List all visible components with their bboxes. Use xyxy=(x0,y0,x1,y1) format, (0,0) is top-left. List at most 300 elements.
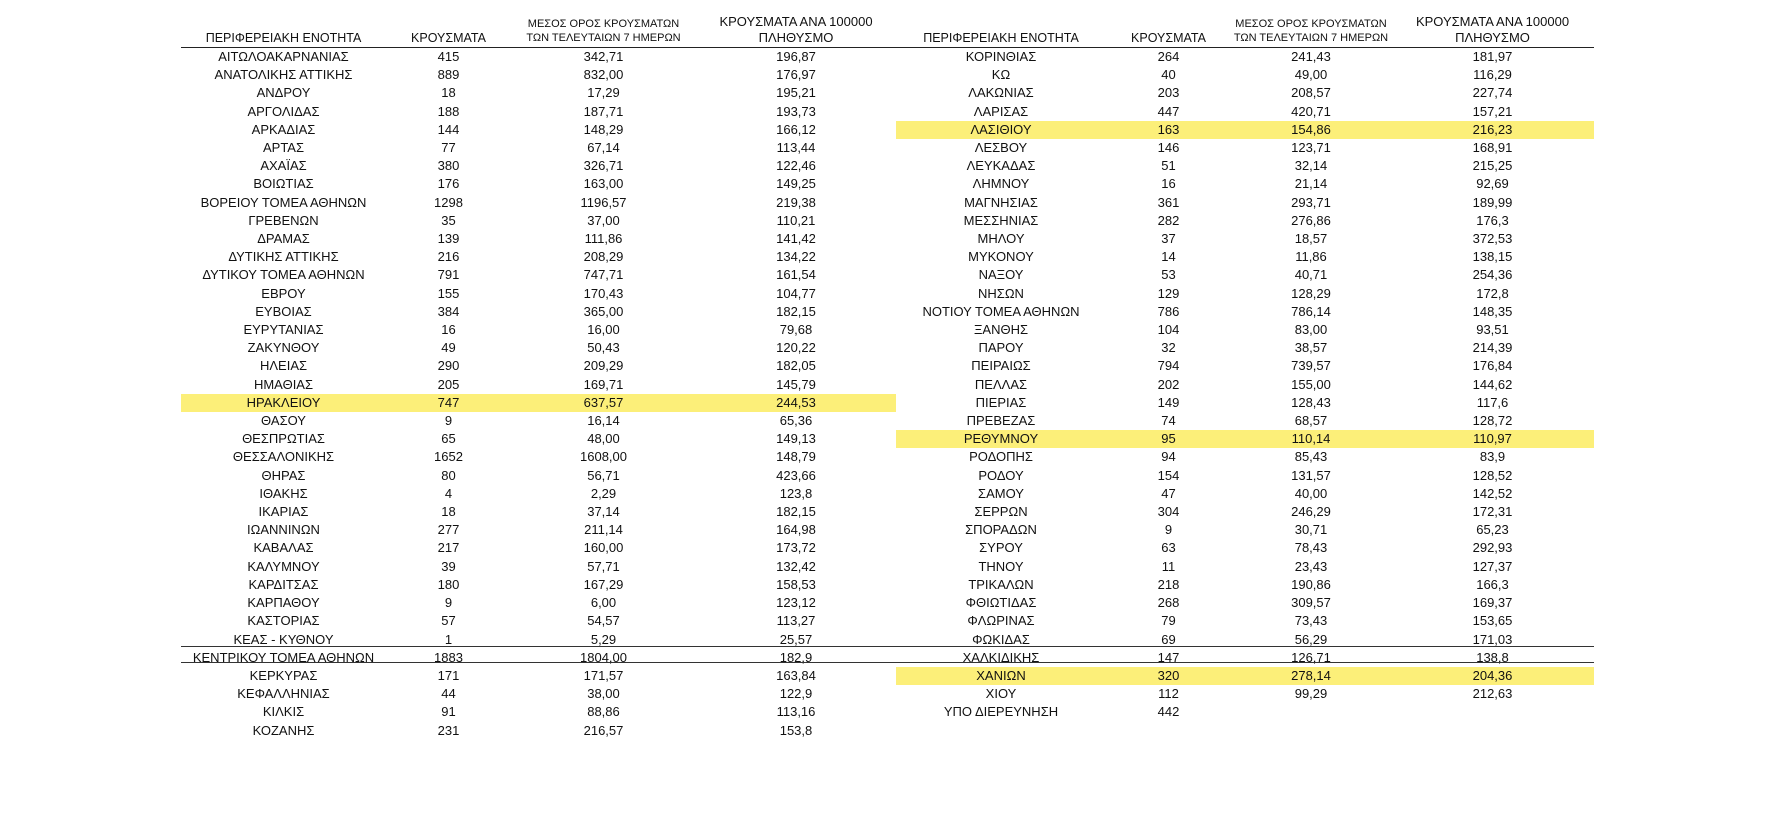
right-region-cell: ΠΕΙΡΑΙΩΣ xyxy=(971,358,1031,374)
table-row xyxy=(181,66,1594,84)
right-per100k-cell: 138,15 xyxy=(1472,249,1513,265)
left-region-cell: ΗΛΕΙΑΣ xyxy=(259,358,308,374)
left-avg7-cell: 170,43 xyxy=(583,285,624,301)
right-cases-cell: 154 xyxy=(1157,467,1180,483)
header-cases-right: ΚΡΟΥΣΜΑΤΑ xyxy=(1106,14,1231,48)
right-per100k-cell xyxy=(1391,703,1594,721)
right-region-cell: ΛΑΣΙΘΙΟΥ xyxy=(896,121,1106,139)
left-per100k-cell: 104,77 xyxy=(776,285,816,301)
left-per100k-cell: 120,22 xyxy=(776,340,816,356)
left-region-cell: ΔΥΤΙΚΗΣ ΑΤΤΙΚΗΣ xyxy=(228,249,339,265)
table-row xyxy=(181,503,1594,521)
left-region-cell: ΚΑΛΥΜΝΟΥ xyxy=(247,558,320,574)
right-avg7-cell: 293,71 xyxy=(1291,194,1331,210)
left-per100k-cell: 166,12 xyxy=(776,121,816,137)
left-region-cell: ΑΙΤΩΛΟΑΚΑΡΝΑΝΙΑΣ xyxy=(218,49,349,64)
right-region-cell: ΜΕΣΣΗΝΙΑΣ xyxy=(963,212,1039,228)
left-avg7-cell: 57,71 xyxy=(587,558,620,574)
left-cases-cell: 49 xyxy=(441,340,456,356)
left-cases-cell: 290 xyxy=(437,358,460,374)
right-cases-cell: 16 xyxy=(1161,176,1176,192)
right-region-cell: ΝΗΣΩΝ xyxy=(978,285,1024,301)
right-region-cell: ΛΑΡΙΣΑΣ xyxy=(973,103,1029,119)
table-row xyxy=(181,722,1594,740)
left-region-cell: ΕΥΒΟΙΑΣ xyxy=(255,303,312,319)
right-per100k-cell: 144,62 xyxy=(1472,376,1513,392)
right-cases-cell: 163 xyxy=(1106,121,1231,139)
right-per100k-cell: 153,65 xyxy=(1472,613,1513,629)
right-per100k-cell: 148,35 xyxy=(1472,303,1513,319)
left-avg7-cell: 37,00 xyxy=(587,212,620,228)
left-avg7-cell: 187,71 xyxy=(583,103,624,119)
table-row xyxy=(181,285,1594,303)
right-per100k-cell: 127,37 xyxy=(1472,558,1513,574)
right-avg7-cell: 131,57 xyxy=(1291,467,1331,483)
left-avg7-cell: 148,29 xyxy=(583,121,624,137)
left-region-cell: ΚΑΡΠΑΘΟΥ xyxy=(247,595,320,611)
right-region-cell: ΜΗΛΟΥ xyxy=(977,231,1025,247)
left-region-cell: ΚΑΣΤΟΡΙΑΣ xyxy=(247,613,320,629)
right-avg7-cell: 126,71 xyxy=(1291,649,1331,665)
header-region-left: ΠΕΡΙΦΕΡΕΙΑΚΗ ΕΝΟΤΗΤΑ xyxy=(181,14,386,48)
header-avg7-line1: ΜΕΣΟΣ ΟΡΟΣ ΚΡΟΥΣΜΑΤΩΝ xyxy=(1235,18,1387,30)
right-region-cell: ΧΙΟΥ xyxy=(985,686,1017,702)
right-cases-cell: 147 xyxy=(1157,649,1180,665)
left-region-cell: ΚΕΦΑΛΛΗΝΙΑΣ xyxy=(237,686,330,702)
right-cases-cell: 442 xyxy=(1157,704,1180,720)
table-row xyxy=(181,685,1594,703)
right-per100k-cell: 83,9 xyxy=(1479,449,1506,465)
left-region-cell: ΑΝΔΡΟΥ xyxy=(256,85,311,101)
left-region-cell: ΔΥΤΙΚΟΥ ΤΟΜΕΑ ΑΘΗΝΩΝ xyxy=(202,267,365,283)
right-per100k-cell: 176,3 xyxy=(1476,212,1509,228)
left-cases-cell: 1883 xyxy=(434,649,463,665)
left-avg7-cell: 365,00 xyxy=(583,303,624,319)
right-cases-cell: 51 xyxy=(1161,158,1176,174)
right-avg7-cell: 68,57 xyxy=(1294,413,1328,429)
left-cases-cell: 39 xyxy=(441,558,456,574)
left-avg7-cell: 832,00 xyxy=(583,67,624,83)
left-per100k-cell: 182,15 xyxy=(776,504,816,520)
right-cases-cell: 149 xyxy=(1157,394,1180,410)
right-avg7-cell: 78,43 xyxy=(1294,540,1328,556)
left-cases-cell: 4 xyxy=(444,485,453,501)
left-avg7-cell: 171,57 xyxy=(583,667,624,683)
table-row xyxy=(181,485,1594,503)
left-cases-cell: 380 xyxy=(437,158,460,174)
right-avg7-cell: 128,29 xyxy=(1291,285,1331,301)
right-avg7-cell: 309,57 xyxy=(1291,595,1331,611)
left-per100k-cell: 176,97 xyxy=(776,67,816,83)
right-region-cell: ΦΛΩΡΙΝΑΣ xyxy=(967,613,1035,629)
left-per100k-cell: 134,22 xyxy=(776,249,816,265)
left-per100k-cell: 153,8 xyxy=(779,722,813,738)
left-per100k-cell: 122,46 xyxy=(776,158,816,174)
left-cases-cell: 1 xyxy=(444,631,453,647)
table-row xyxy=(181,594,1594,612)
right-cases-cell: 9 xyxy=(1164,522,1173,538)
right-avg7-cell: 420,71 xyxy=(1291,103,1331,119)
left-per100k-cell: 123,8 xyxy=(779,485,813,501)
table-row xyxy=(181,667,1594,685)
table-row xyxy=(181,84,1594,102)
left-avg7-cell: 747,71 xyxy=(583,267,624,283)
right-per100k-cell: 110,97 xyxy=(1391,430,1594,448)
left-per100k-cell: 161,54 xyxy=(776,267,816,283)
right-avg7-cell: 18,57 xyxy=(1294,231,1328,247)
right-cases-cell: 304 xyxy=(1157,504,1180,520)
right-cases-cell: 203 xyxy=(1157,85,1180,101)
right-region-cell: ΠΕΛΛΑΣ xyxy=(974,376,1028,392)
right-per100k-cell: 214,39 xyxy=(1472,340,1513,356)
left-per100k-cell: 113,44 xyxy=(776,140,816,156)
left-cases-cell: 57 xyxy=(441,613,456,629)
table-row xyxy=(181,558,1594,576)
right-per100k-cell: 254,36 xyxy=(1472,267,1513,283)
table-row xyxy=(181,212,1594,230)
right-cases-cell: 320 xyxy=(1106,667,1231,685)
left-avg7-cell: 160,00 xyxy=(583,540,624,556)
left-avg7-cell: 16,00 xyxy=(587,322,620,338)
left-per100k-cell: 149,25 xyxy=(776,176,816,192)
table-row xyxy=(181,448,1594,466)
right-avg7-cell xyxy=(1231,722,1391,740)
left-cases-cell: 155 xyxy=(437,285,460,301)
right-region-cell: ΣΠΟΡΑΔΩΝ xyxy=(965,522,1037,538)
right-avg7-cell: 11,86 xyxy=(1295,249,1327,265)
left-region-cell: ΘΕΣΣΑΛΟΝΙΚΗΣ xyxy=(232,449,335,465)
header-per100k-right xyxy=(1391,14,1594,48)
right-cases-cell: 95 xyxy=(1106,430,1231,448)
left-cases-cell: 747 xyxy=(386,394,511,412)
left-avg7-cell: 216,57 xyxy=(583,722,624,738)
left-cases-cell: 9 xyxy=(444,595,453,611)
right-avg7-cell: 155,00 xyxy=(1291,376,1331,392)
right-region-cell: ΣΑΜΟΥ xyxy=(978,485,1024,501)
header-per100k-left xyxy=(696,14,896,48)
left-per100k-cell: 122,9 xyxy=(779,686,813,702)
right-cases-cell: 268 xyxy=(1157,595,1180,611)
left-cases-cell: 18 xyxy=(441,504,456,520)
left-avg7-cell: 50,43 xyxy=(587,340,620,356)
right-avg7-cell: 278,14 xyxy=(1231,667,1391,685)
left-avg7-cell: 48,00 xyxy=(587,431,620,447)
right-avg7-cell: 739,57 xyxy=(1291,358,1331,374)
left-cases-cell: 80 xyxy=(441,467,456,483)
right-per100k-cell: 168,91 xyxy=(1472,140,1513,156)
bottom-rule-bottom xyxy=(181,662,1594,663)
left-avg7-cell: 6,00 xyxy=(590,595,617,611)
left-per100k-cell: 149,13 xyxy=(776,431,816,447)
right-avg7-cell: 128,43 xyxy=(1291,394,1331,410)
left-per100k-cell: 113,16 xyxy=(776,704,816,720)
left-per100k-cell: 244,53 xyxy=(696,394,896,412)
right-region-cell: ΞΑΝΘΗΣ xyxy=(973,322,1029,338)
right-per100k-cell: 117,6 xyxy=(1476,394,1509,410)
right-avg7-cell: 40,71 xyxy=(1294,267,1328,283)
table-row xyxy=(181,412,1594,430)
left-per100k-cell: 423,66 xyxy=(776,467,816,483)
left-per100k-cell: 182,9 xyxy=(779,649,813,665)
right-region-cell xyxy=(896,722,1106,740)
table-row xyxy=(181,612,1594,630)
right-per100k-cell: 372,53 xyxy=(1472,231,1513,247)
right-cases-cell xyxy=(1106,722,1231,740)
left-per100k-cell: 182,15 xyxy=(776,303,816,319)
left-avg7-cell: 54,57 xyxy=(587,613,620,629)
left-cases-cell: 384 xyxy=(437,303,460,319)
right-region-cell: ΡΕΘΥΜΝΟΥ xyxy=(896,430,1106,448)
right-avg7-cell: 123,71 xyxy=(1291,140,1331,156)
left-avg7-cell: 17,29 xyxy=(587,85,620,101)
left-cases-cell: 35 xyxy=(441,212,456,228)
right-per100k-cell: 181,97 xyxy=(1472,49,1513,64)
left-per100k-cell: 132,42 xyxy=(776,558,816,574)
table-row xyxy=(181,103,1594,121)
right-avg7-cell: 190,86 xyxy=(1291,576,1331,592)
right-cases-cell: 786 xyxy=(1157,303,1180,319)
left-region-cell: ΓΡΕΒΕΝΩΝ xyxy=(248,212,319,228)
right-cases-cell: 794 xyxy=(1157,358,1180,374)
right-region-cell: ΠΙΕΡΙΑΣ xyxy=(975,394,1027,410)
right-per100k-cell: 116,29 xyxy=(1473,67,1512,83)
left-cases-cell: 217 xyxy=(437,540,460,556)
table-row xyxy=(181,430,1594,448)
left-per100k-cell: 193,73 xyxy=(776,103,816,119)
table-row xyxy=(181,321,1594,339)
right-cases-cell: 146 xyxy=(1157,140,1180,156)
left-per100k-cell: 219,38 xyxy=(776,194,816,210)
right-per100k-cell: 65,23 xyxy=(1476,522,1509,538)
left-avg7-cell: 167,29 xyxy=(583,576,624,592)
right-avg7-cell xyxy=(1231,703,1391,721)
table-row xyxy=(181,703,1594,721)
left-region-cell: ΕΒΡΟΥ xyxy=(261,285,306,301)
left-region-cell: ΑΡΓΟΛΙΔΑΣ xyxy=(247,103,320,119)
right-region-cell: ΜΥΚΟΝΟΥ xyxy=(968,249,1034,265)
left-cases-cell: 77 xyxy=(441,140,456,156)
right-region-cell: ΜΑΓΝΗΣΙΑΣ xyxy=(964,194,1038,210)
left-cases-cell: 144 xyxy=(437,121,460,137)
right-per100k-cell: 169,37 xyxy=(1472,595,1513,611)
left-cases-cell: 171 xyxy=(437,667,460,683)
left-cases-cell: 1652 xyxy=(434,449,463,465)
left-region-cell: ΙΘΑΚΗΣ xyxy=(259,485,308,501)
left-cases-cell: 188 xyxy=(437,103,460,119)
table-row xyxy=(181,48,1594,67)
left-per100k-cell: 145,79 xyxy=(776,376,816,392)
right-per100k-cell: 128,52 xyxy=(1472,467,1513,483)
left-avg7-cell: 163,00 xyxy=(583,176,624,192)
header-region-right: ΠΕΡΙΦΕΡΕΙΑΚΗ ΕΝΟΤΗΤΑ xyxy=(896,14,1106,48)
right-region-cell: ΧΑΛΚΙΔΙΚΗΣ xyxy=(962,649,1040,665)
left-cases-cell: 889 xyxy=(437,67,460,83)
right-region-cell: ΡΟΔΟΠΗΣ xyxy=(969,449,1033,465)
table-row xyxy=(181,394,1594,412)
left-avg7-cell: 37,14 xyxy=(587,504,620,520)
left-avg7-cell: 88,86 xyxy=(587,704,620,720)
left-region-cell: ΚΕΑΣ - ΚΥΘΝΟΥ xyxy=(233,631,334,647)
header-avg7-line2: ΤΩΝ ΤΕΛΕΥΤΑΙΩΝ 7 ΗΜΕΡΩΝ xyxy=(1233,32,1389,44)
right-avg7-cell: 40,00 xyxy=(1294,485,1328,501)
right-per100k-cell xyxy=(1391,722,1594,740)
table-row xyxy=(181,376,1594,394)
right-region-cell: ΤΡΙΚΑΛΩΝ xyxy=(968,576,1034,592)
right-region-cell: ΧΑΝΙΩΝ xyxy=(896,667,1106,685)
left-region-cell: ΑΡΚΑΔΙΑΣ xyxy=(251,121,316,137)
left-region-cell: ΘΗΡΑΣ xyxy=(261,467,306,483)
left-avg7-cell: 208,29 xyxy=(583,249,624,265)
right-region-cell: ΣΥΡΟΥ xyxy=(979,540,1023,556)
right-avg7-cell: 110,14 xyxy=(1231,430,1391,448)
right-avg7-cell: 99,29 xyxy=(1294,686,1328,702)
right-region-cell: ΛΗΜΝΟΥ xyxy=(972,176,1030,192)
cases-table xyxy=(181,14,1594,740)
left-cases-cell: 1298 xyxy=(434,194,463,210)
left-region-cell: ΑΡΤΑΣ xyxy=(262,140,305,156)
left-avg7-cell: 637,57 xyxy=(511,394,696,412)
left-per100k-cell: 173,72 xyxy=(776,540,816,556)
left-region-cell: ΗΡΑΚΛΕΙΟΥ xyxy=(181,394,386,412)
right-per100k-cell: 227,74 xyxy=(1472,85,1513,101)
table-row xyxy=(181,521,1594,539)
header-avg7-right xyxy=(1231,14,1391,48)
right-avg7-cell: 73,43 xyxy=(1294,613,1328,629)
right-avg7-cell: 32,14 xyxy=(1294,158,1328,174)
table-row xyxy=(181,248,1594,266)
right-cases-cell: 69 xyxy=(1161,631,1176,647)
left-cases-cell: 16 xyxy=(441,322,456,338)
right-region-cell: ΝΟΤΙΟΥ ΤΟΜΕΑ ΑΘΗΝΩΝ xyxy=(922,303,1080,319)
right-per100k-cell: 215,25 xyxy=(1472,158,1513,174)
left-cases-cell: 205 xyxy=(437,376,460,392)
right-per100k-cell: 176,84 xyxy=(1472,358,1513,374)
right-cases-cell: 129 xyxy=(1157,285,1180,301)
left-cases-cell: 791 xyxy=(437,267,460,283)
left-avg7-cell: 38,00 xyxy=(587,686,620,702)
right-region-cell: ΠΑΡΟΥ xyxy=(978,340,1024,356)
right-cases-cell: 447 xyxy=(1157,103,1180,119)
right-region-cell: ΣΕΡΡΩΝ xyxy=(974,504,1028,520)
left-per100k-cell: 113,27 xyxy=(776,613,816,629)
right-per100k-cell: 138,8 xyxy=(1476,649,1509,665)
left-avg7-cell: 16,14 xyxy=(587,413,620,429)
bottom-rule-top xyxy=(181,646,1594,647)
left-region-cell: ΑΝΑΤΟΛΙΚΗΣ ΑΤΤΙΚΗΣ xyxy=(214,67,353,83)
left-region-cell: ΘΕΣΠΡΩΤΙΑΣ xyxy=(242,431,325,447)
table-row xyxy=(181,175,1594,193)
right-cases-cell: 47 xyxy=(1161,485,1176,501)
right-per100k-cell: 292,93 xyxy=(1472,540,1513,556)
left-avg7-cell: 211,14 xyxy=(584,522,623,538)
left-per100k-cell: 163,84 xyxy=(776,667,816,683)
left-per100k-cell: 196,87 xyxy=(776,49,816,64)
left-region-cell: ΕΥΡΥΤΑΝΙΑΣ xyxy=(243,322,324,338)
right-cases-cell: 282 xyxy=(1157,212,1180,228)
table-row xyxy=(181,467,1594,485)
table-row xyxy=(181,194,1594,212)
right-region-cell: ΠΡΕΒΕΖΑΣ xyxy=(966,413,1036,429)
left-region-cell: ΚΑΒΑΛΑΣ xyxy=(253,540,314,556)
right-region-cell: ΚΟΡΙΝΘΙΑΣ xyxy=(965,49,1037,64)
left-per100k-cell: 164,98 xyxy=(776,522,816,538)
table-row xyxy=(181,303,1594,321)
table-row xyxy=(181,139,1594,157)
right-per100k-cell: 216,23 xyxy=(1391,121,1594,139)
right-avg7-cell: 241,43 xyxy=(1291,49,1331,64)
left-per100k-cell: 79,68 xyxy=(779,322,813,338)
right-cases-cell: 112 xyxy=(1158,686,1179,702)
left-per100k-cell: 110,21 xyxy=(776,212,816,228)
right-avg7-cell: 276,86 xyxy=(1291,212,1331,228)
left-per100k-cell: 25,57 xyxy=(779,631,813,647)
right-per100k-cell: 128,72 xyxy=(1472,413,1513,429)
left-region-cell: ΙΚΑΡΙΑΣ xyxy=(258,504,309,520)
header-per100k-line2: ΠΛΗΘΥΣΜΟ xyxy=(1455,30,1530,45)
right-avg7-cell: 85,43 xyxy=(1294,449,1328,465)
right-avg7-cell: 786,14 xyxy=(1291,303,1331,319)
table-row xyxy=(181,649,1594,667)
header-cases-left: ΚΡΟΥΣΜΑΤΑ xyxy=(386,14,511,48)
right-per100k-cell: 166,3 xyxy=(1476,576,1509,592)
left-per100k-cell: 148,79 xyxy=(776,449,816,465)
left-region-cell: ΚΕΡΚΥΡΑΣ xyxy=(249,667,318,683)
left-avg7-cell: 56,71 xyxy=(587,467,620,483)
left-avg7-cell: 5,29 xyxy=(590,631,617,647)
table-header xyxy=(181,14,1594,48)
left-avg7-cell: 326,71 xyxy=(583,158,624,174)
header-per100k-line1: ΚΡΟΥΣΜΑΤΑ ΑΝΑ 100000 xyxy=(1415,14,1570,29)
right-cases-cell: 11 xyxy=(1161,558,1176,574)
left-per100k-cell: 65,36 xyxy=(779,413,813,429)
right-per100k-cell: 92,69 xyxy=(1476,176,1509,192)
right-per100k-cell: 157,21 xyxy=(1472,103,1513,119)
left-cases-cell: 91 xyxy=(441,704,456,720)
left-cases-cell: 180 xyxy=(437,576,460,592)
right-avg7-cell: 49,00 xyxy=(1294,67,1328,83)
right-per100k-cell: 204,36 xyxy=(1391,667,1594,685)
table-body xyxy=(181,48,1594,740)
left-region-cell: ΚΟΖΑΝΗΣ xyxy=(252,722,315,738)
right-avg7-cell: 38,57 xyxy=(1294,340,1328,356)
left-per100k-cell: 158,53 xyxy=(776,576,816,592)
left-per100k-cell: 182,05 xyxy=(776,358,816,374)
table-row xyxy=(181,157,1594,175)
left-region-cell: ΗΜΑΘΙΑΣ xyxy=(253,376,314,392)
table-row xyxy=(181,539,1594,557)
left-cases-cell: 44 xyxy=(441,686,456,702)
left-avg7-cell: 67,14 xyxy=(587,140,620,156)
right-per100k-cell: 212,63 xyxy=(1472,686,1513,702)
right-region-cell: ΦΘΙΩΤΙΔΑΣ xyxy=(965,595,1037,611)
right-cases-cell: 14 xyxy=(1161,249,1176,265)
right-avg7-cell: 208,57 xyxy=(1291,85,1331,101)
left-avg7-cell: 169,71 xyxy=(583,376,624,392)
left-avg7-cell: 1804,00 xyxy=(580,649,627,665)
left-region-cell: ΚΙΛΚΙΣ xyxy=(262,704,305,720)
left-avg7-cell: 2,29 xyxy=(590,485,617,501)
right-avg7-cell: 246,29 xyxy=(1291,504,1331,520)
left-region-cell: ΔΡΑΜΑΣ xyxy=(257,231,310,247)
left-per100k-cell: 123,12 xyxy=(776,595,816,611)
left-region-cell: ΒΟΙΩΤΙΑΣ xyxy=(253,176,314,192)
right-avg7-cell: 83,00 xyxy=(1294,322,1328,338)
right-avg7-cell: 154,86 xyxy=(1231,121,1391,139)
left-avg7-cell: 1608,00 xyxy=(580,449,627,465)
cases-report-sheet xyxy=(181,14,1594,740)
table-row xyxy=(181,121,1594,139)
right-per100k-cell: 93,51 xyxy=(1476,322,1509,338)
